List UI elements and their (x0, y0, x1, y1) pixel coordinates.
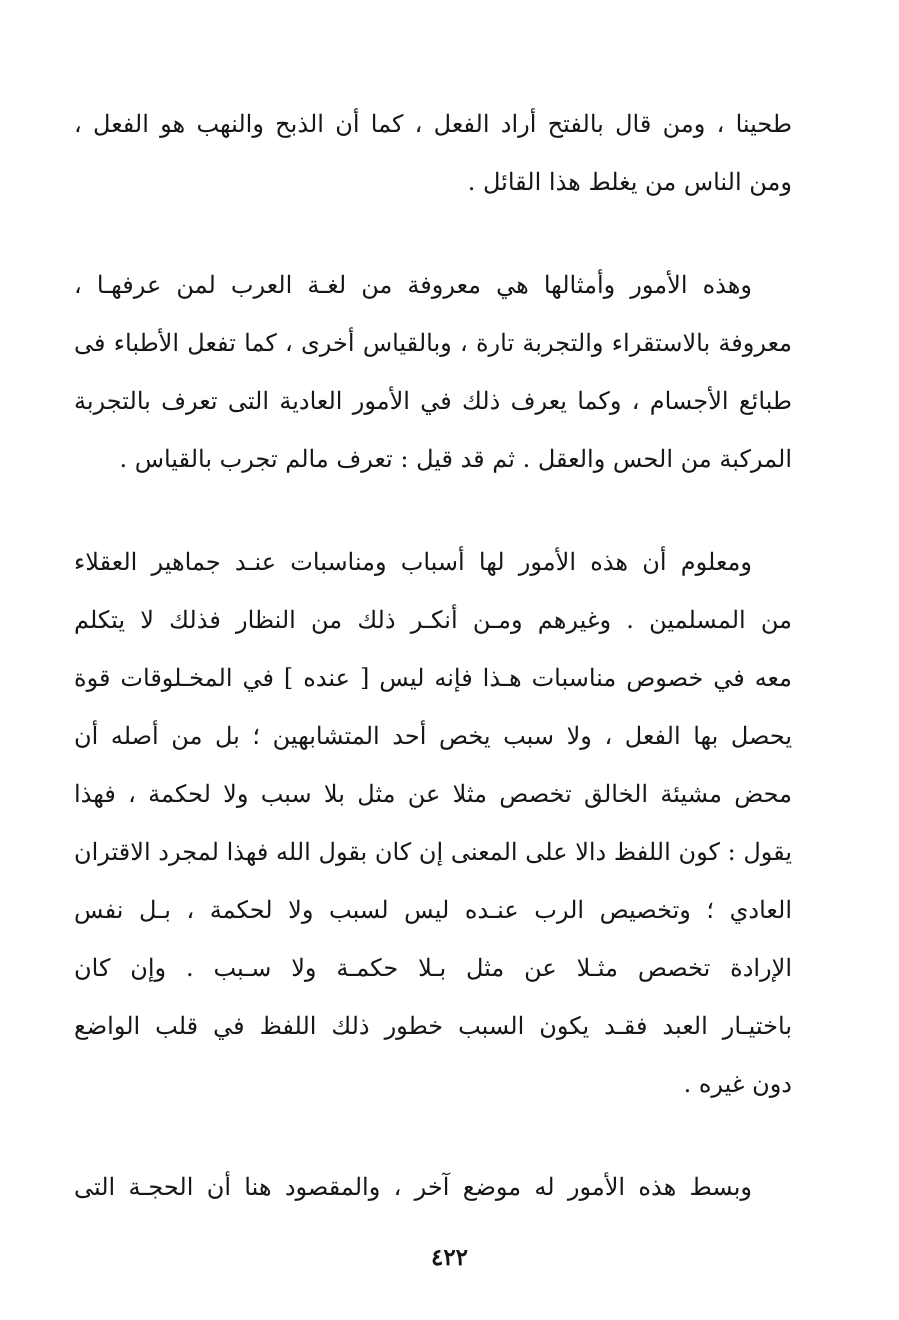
text-line: يقول : كون اللفظ دالا على المعنى إن كان بقول الله فهذا لمجرد الاقتران (74, 838, 792, 866)
text-line: الإرادة تخصص مثـلا عن مثل بـلا حكمـة ولا سـبب . وإن كان (74, 954, 792, 982)
text-line: العادي ؛ وتخصيص الرب عنـده ليس لسبب ولا لحكمة ، بـل نفس (74, 896, 792, 924)
paragraph-gap (74, 1113, 792, 1158)
paragraph-gap (74, 211, 792, 256)
text-line: من المسلمين . وغيرهم ومـن أنكـر ذلك من النظار فذلك لا يتكلم (74, 606, 792, 634)
text-line: وبسط هذه الأمور له موضع آخر ، والمقصود هنا أن الحجـة التى (74, 1173, 753, 1201)
paragraph-2 (74, 256, 792, 488)
text-line: باختيـار العبد فقـد يكون السبب خطور ذلك اللفظ في قلب الواضع (74, 1012, 792, 1040)
text-line: طحينا ، ومن قال بالفتح أراد الفعل ، كما أن الذبح والنهب هو الفعل ، (74, 110, 792, 138)
paragraph-4 (74, 1158, 792, 1216)
text-line: ومعلوم أن هذه الأمور لها أسباب ومناسبات عنـد جماهير العقلاء (74, 548, 752, 576)
text-line: ومن الناس من يغلط هذا القائل . (467, 168, 792, 196)
body-text (74, 95, 792, 1216)
text-line: وهذه الأمور وأمثالها هي معروفة من لغـة العرب لمن عرفهـا ، (74, 271, 752, 299)
text-line: معروفة بالاستقراء والتجربة تارة ، وبالقياس أخرى ، كما تفعل الأطباء فى (74, 329, 792, 357)
page-number: ٤٢٢ (430, 1244, 469, 1271)
paragraph-gap (74, 488, 792, 533)
text-line: معه في خصوص مناسبات هـذا فإنه ليس [ عنده ] في المخـلوقات قوة (74, 664, 792, 692)
paragraph-3 (74, 533, 792, 1113)
text-line: طبائع الأجسام ، وكما يعرف ذلك في الأمور العادية التى تعرف بالتجربة (74, 387, 792, 415)
text-line: يحصل بها الفعل ، ولا سبب يخص أحد المتشابهين ؛ بل من أصله أن (74, 722, 792, 750)
text-line: المركبة من الحس والعقل . ثم قد قيل : تعرف مالم تجرب بالقياس . (119, 445, 792, 473)
text-line: محض مشيئة الخالق تخصص مثلا عن مثل بلا سبب ولا لحكمة ، فهذا (74, 780, 792, 808)
paragraph-1 (74, 95, 792, 211)
text-line: دون غيره . (683, 1070, 792, 1098)
